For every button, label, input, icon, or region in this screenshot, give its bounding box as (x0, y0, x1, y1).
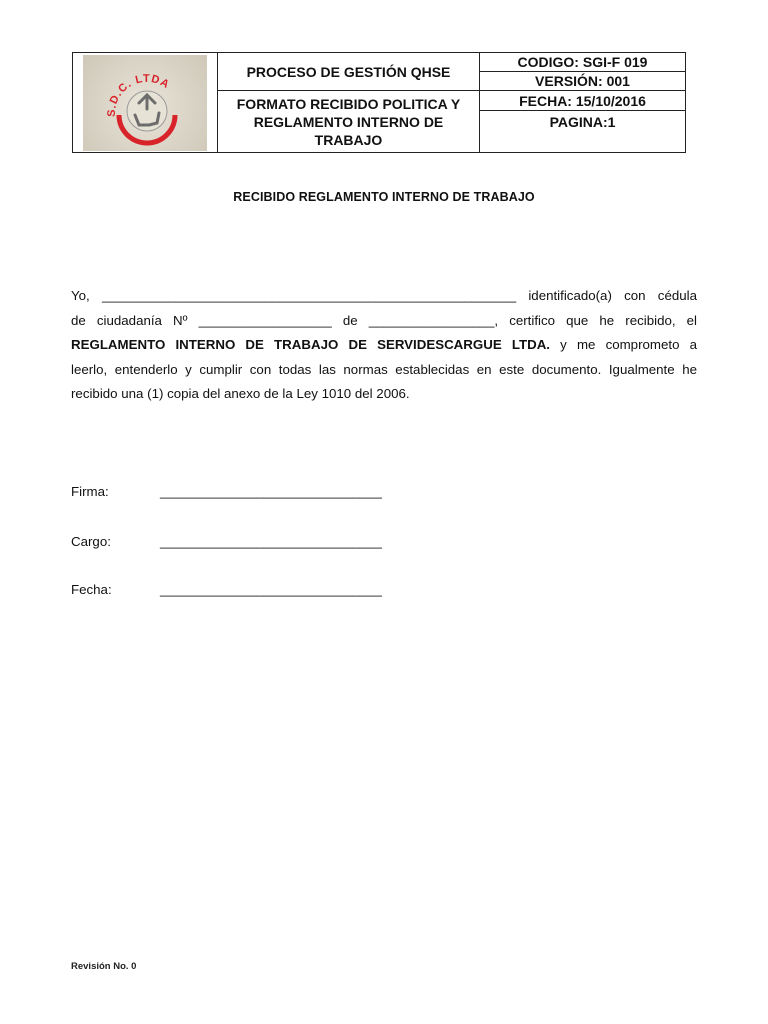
body-line-1: Yo, ________________________________________________________ identificado(a) con cédula (71, 288, 697, 303)
body-line-3-rest: y me comprometo a (550, 337, 698, 353)
header-table (72, 52, 686, 153)
body-line-2: de ciudadanía Nº __________________ de _________________, certifico que he recibido, el (71, 312, 697, 328)
fecha-label: Fecha: (71, 582, 112, 597)
cargo-label: Cargo: (71, 534, 111, 549)
document-version: VERSIÓN: 001 (480, 72, 686, 91)
document-code: CODIGO: SGI-F 019 (480, 53, 686, 72)
body-line-5: recibido una (1) copia del anexo de la Ley 1010 del 2006. (71, 386, 410, 402)
logo-cell (73, 53, 218, 153)
cargo-field[interactable]: ______________________________ (160, 534, 382, 549)
body-line-4: leerlo, entenderlo y cumplir con todas las normas establecidas en este documento. Igualmente he (71, 361, 697, 377)
regulation-name: REGLAMENTO INTERNO DE TRABAJO DE SERVIDESCARGUE LTDA. (71, 337, 551, 353)
revision-footer: Revisión No. 0 (71, 961, 137, 972)
company-logo (83, 55, 207, 151)
recycle-logo-icon (83, 55, 207, 151)
firma-label: Firma: (71, 484, 109, 499)
body-line-3 (71, 333, 697, 358)
document-title: RECIBIDO REGLAMENTO INTERNO DE TRABAJO (233, 190, 535, 204)
format-title: FORMATO RECIBIDO POLITICA Y REGLAMENTO INTERNO DE TRABAJO (218, 91, 480, 153)
certification-paragraph (71, 284, 697, 407)
logo-text: S.D.C. LTDA (105, 72, 172, 117)
process-title: PROCESO DE GESTIÓN QHSE (218, 53, 480, 91)
document-date: FECHA: 15/10/2016 (480, 91, 686, 111)
fecha-field[interactable]: ______________________________ (160, 582, 382, 597)
document-page: PAGINA:1 (480, 111, 686, 153)
firma-field[interactable]: ______________________________ (160, 484, 382, 499)
